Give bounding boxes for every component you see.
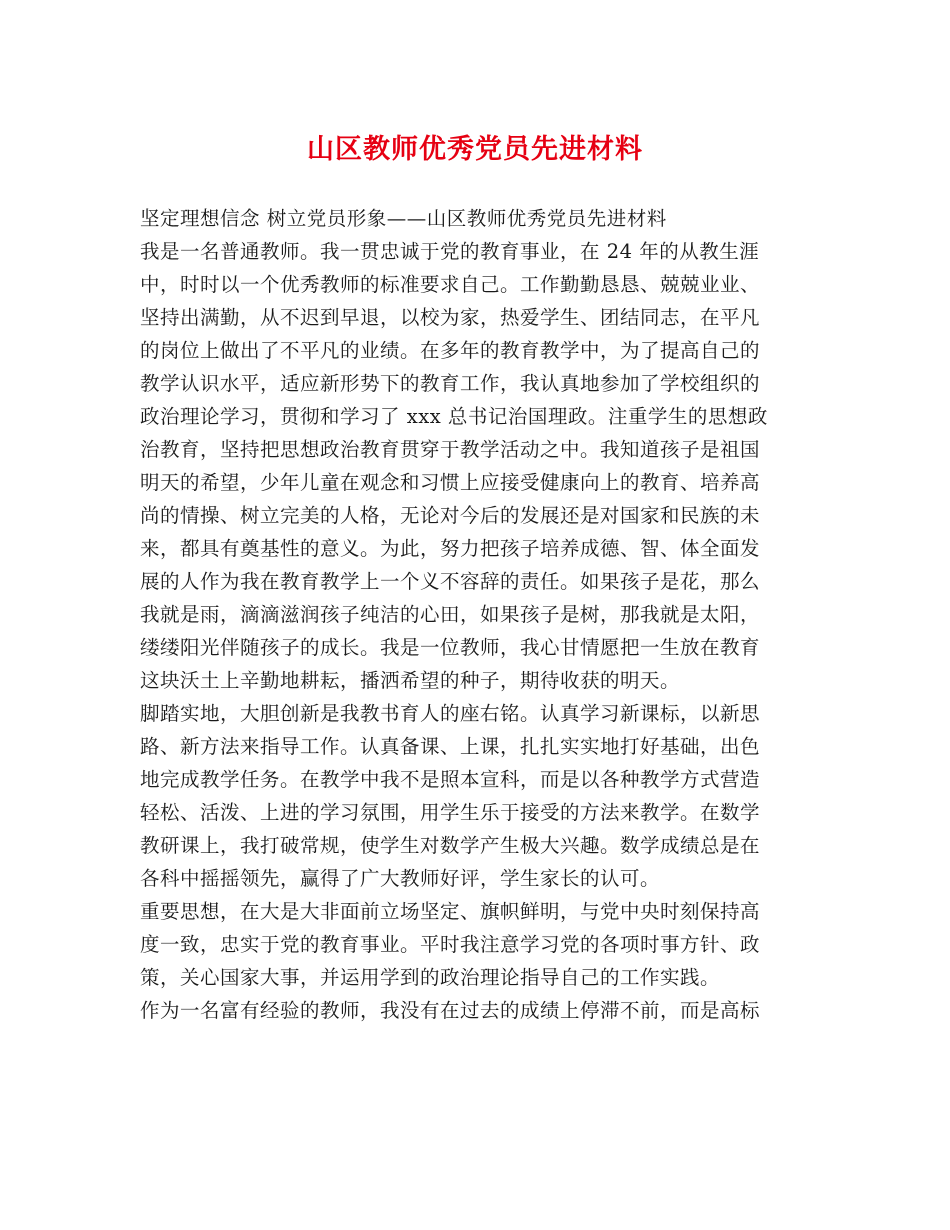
paragraph-line: 地完成教学任务。在教学中我不是照本宣科，而是以各种教学方式营造 (140, 768, 761, 791)
paragraph-line: 教研课上，我打破常规，使学生对数学产生极大兴趣。数学成绩总是在 (140, 834, 761, 857)
paragraph-line: 的岗位上做出了不平凡的业绩。在多年的教育教学中，为了提高自己的 (140, 339, 761, 362)
paragraph-line: 中，时时以一个优秀教师的标准要求自己。工作勤勤恳恳、兢兢业业、 (140, 273, 761, 296)
paragraph-line: 缕缕阳光伴随孩子的成长。我是一位教师，我心甘情愿把一生放在教育 (140, 636, 761, 659)
paragraph-line: 展的人作为我在教育教学上一个义不容辞的责任。如果孩子是花，那么 (140, 570, 761, 593)
paragraph-line: 尚的情操、树立完美的人格，无论对今后的发展还是对国家和民族的未 (140, 504, 761, 527)
paragraph-line: 来，都具有奠基性的意义。为此，努力把孩子培养成德、智、体全面发 (140, 537, 761, 560)
paragraph-line: 明天的希望，少年儿童在观念和习惯上应接受健康向上的教育、培养高 (140, 471, 761, 494)
paragraph-line: 坚持出满勤，从不迟到早退，以校为家，热爱学生、团结同志，在平凡 (140, 306, 761, 329)
paragraph-line: 我是一名普通教师。我一贯忠诚于党的教育事业，在 24 年的从教生涯 (140, 240, 760, 263)
paragraph-line: 这块沃土上辛勤地耕耘，播洒希望的种子，期待收获的明天。 (140, 669, 681, 692)
paragraph-line: 教学认识水平，适应新形势下的教育工作，我认真地参加了学校组织的 (140, 372, 761, 395)
document-paragraph (140, 895, 820, 994)
paragraph-line: 轻松、活泼、上进的学习氛围，用学生乐于接受的方法来教学。在数学 (140, 801, 761, 824)
paragraph-line: 策，关心国家大事，并运用学到的政治理论指导自己的工作实践。 (140, 966, 721, 989)
document-paragraph (140, 994, 820, 1027)
document-body (140, 202, 820, 1027)
paragraph-line: 脚踏实地，大胆创新是我教书育人的座右铭。认真学习新课标，以新思 (140, 702, 761, 725)
paragraph-line: 重要思想，在大是大非面前立场坚定、旗帜鲜明，与党中央时刻保持高 (140, 900, 761, 923)
document-subtitle (140, 202, 820, 235)
paragraph-line: 政治理论学习，贯彻和学习了 xxx 总书记治国理政。注重学生的思想政 (140, 405, 768, 428)
paragraph-line: 路、新方法来指导工作。认真备课、上课，扎扎实实地打好基础，出色 (140, 735, 761, 758)
paragraph-line: 坚定理想信念 树立党员形象——山区教师优秀党员先进材料 (140, 207, 667, 230)
paragraph-line: 各科中摇摇领先，赢得了广大教师好评，学生家长的认可。 (140, 867, 661, 890)
paragraph-line: 作为一名富有经验的教师，我没有在过去的成绩上停滞不前，而是高标 (140, 999, 761, 1022)
document-title: 山区教师优秀党员先进材料 (307, 134, 643, 165)
paragraph-line: 度一致，忠实于党的教育事业。平时我注意学习党的各项时事方针、政 (140, 933, 761, 956)
document-paragraph (140, 235, 820, 697)
paragraph-line: 我就是雨，滴滴滋润孩子纯洁的心田，如果孩子是树，那我就是太阳， (140, 603, 761, 626)
document-paragraph (140, 697, 820, 895)
paragraph-line: 治教育，坚持把思想政治教育贯穿于教学活动之中。我知道孩子是祖国 (140, 438, 761, 461)
